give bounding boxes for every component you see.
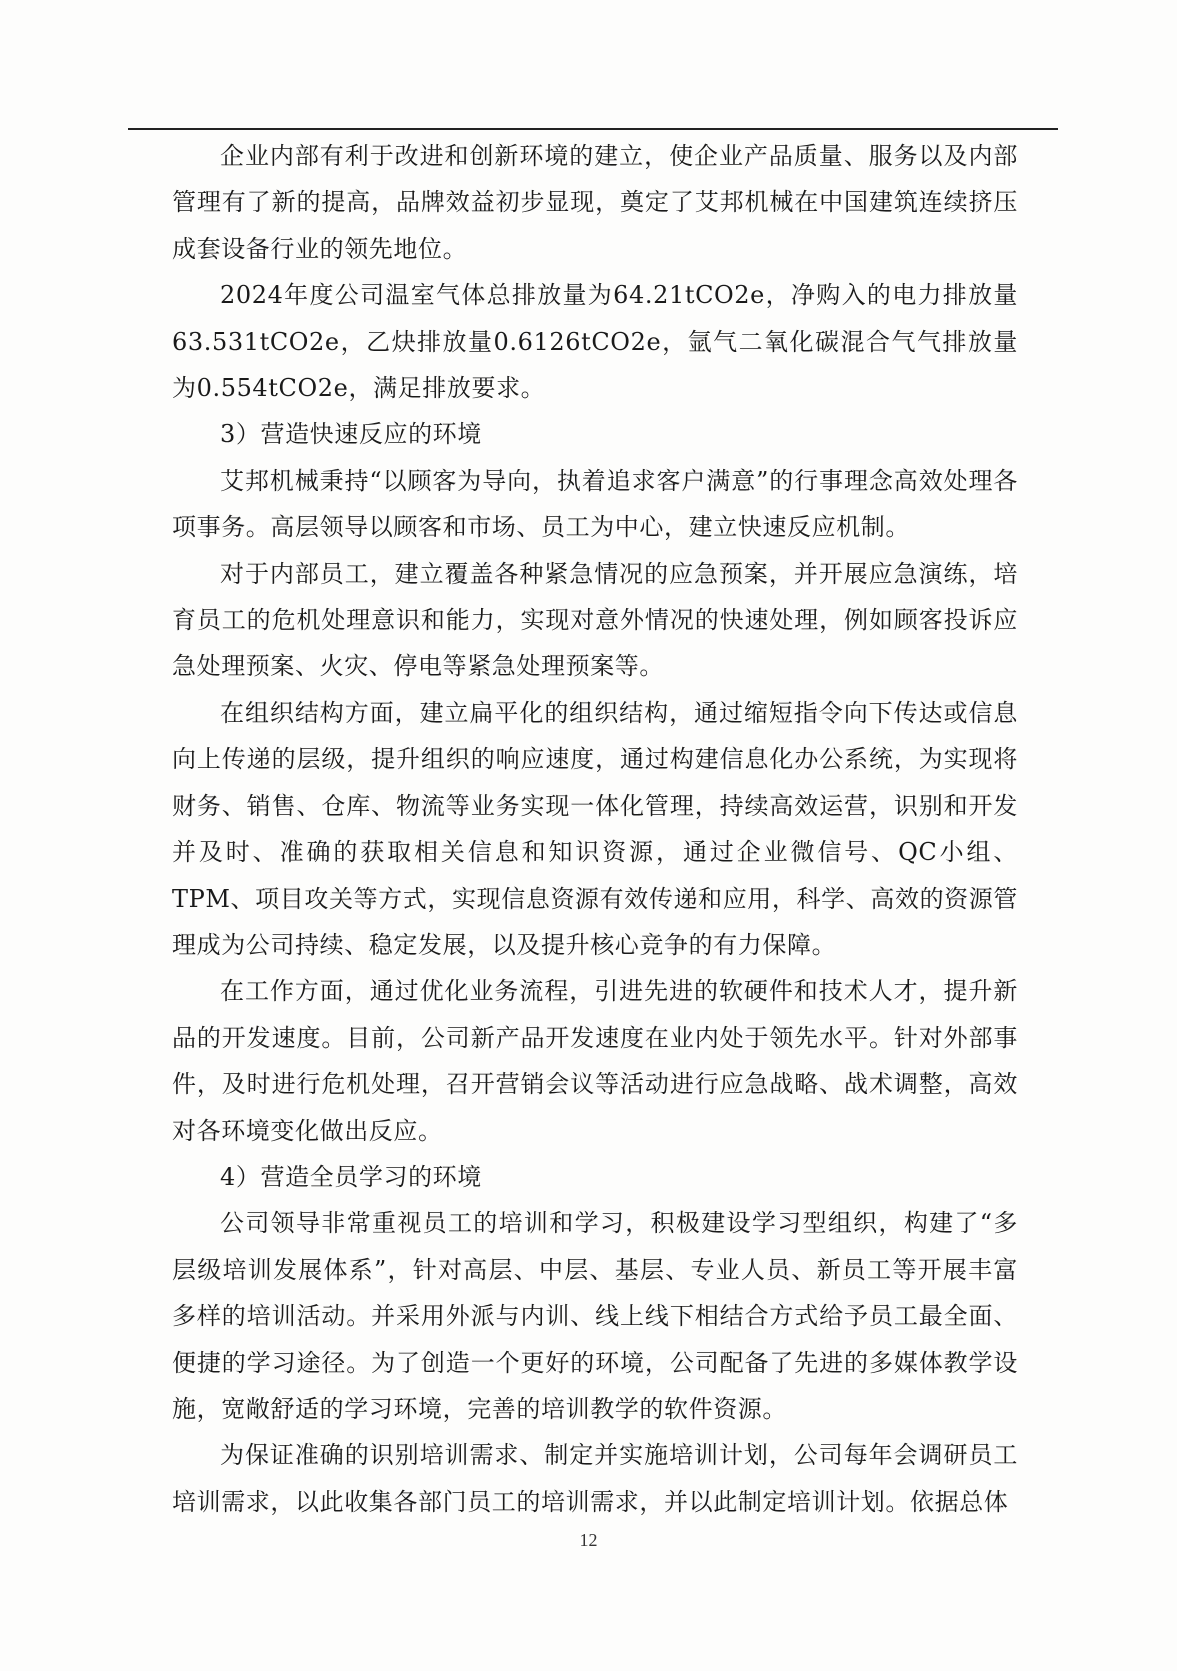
paragraph-work-process: 在工作方面，通过优化业务流程，引进先进的软硬件和技术人才，提升新品的开发速度。目前，公司新产品开发速度在业内处于领先水平。针对外部事件，及时进行危机处理，召开营销会议等活动进行应急战略、战术调整，高效对各环境变化做出反应。: [172, 977, 1018, 1145]
section-heading-rapid-response: 3）营造快速反应的环境: [220, 420, 482, 449]
paragraph-customer-orientation: 艾邦机械秉持“以顾客为导向，执着追求客户满意”的行事理念高效处理各项事务。高层领导以顾客和市场、员工为中心，建立快速反应机制。: [172, 466, 1018, 542]
document-body: [172, 133, 1018, 1525]
section-heading-learning: 4）营造全员学习的环境: [220, 1162, 482, 1191]
paragraph-innovation-environment: 企业内部有利于改进和创新环境的建立，使企业产品质量、服务以及内部管理有了新的提高，品牌效益初步显现，奠定了艾邦机械在中国建筑连续挤压成套设备行业的领先地位。: [172, 142, 1018, 263]
paragraph-training-needs: 为保证准确的识别培训需求、制定并实施培训计划，公司每年会调研员工培训需求，以此收集各部门员工的培训需求，并以此制定培训计划。依据总体: [172, 1441, 1018, 1516]
header-rule: [128, 128, 1058, 130]
paragraph-org-structure: 在组织结构方面，建立扁平化的组织结构，通过缩短指令向下传达或信息向上传递的层级，提升组织的响应速度，通过构建信息化办公系统，为实现将财务、销售、仓库、物流等业务实现一体化管理，持续高效运营，识别和开发并及时、准确的获取相关信息和知识资源，通过企业微信号、QC小组、TPM、项目攻关等方式，实现信息资源有效传递和应用，科学、高效的资源管理成为公司持续、稳定发展，以及提升核心竞争的有力保障。: [172, 698, 1018, 959]
paragraph-training-system: 公司领导非常重视员工的培训和学习，积极建设学习型组织，构建了“多层级培训发展体系”，针对高层、中层、基层、专业人员、新员工等开展丰富多样的培训活动。并采用外派与内训、线上线下相结合方式给予员工最全面、便捷的学习途径。为了创造一个更好的环境，公司配备了先进的多媒体教学设施，宽敞舒适的学习环境，完善的培训教学的软件资源。: [172, 1209, 1018, 1423]
paragraph-emergency-plans: 对于内部员工，建立覆盖各种紧急情况的应急预案，并开展应急演练，培育员工的危机处理意识和能力，实现对意外情况的快速处理，例如顾客投诉应急处理预案、火灾、停电等紧急处理预案等。: [172, 559, 1018, 681]
page-number: 12: [579, 1530, 598, 1550]
paragraph-emissions: 2024年度公司温室气体总排放量为64.21tCO2e，净购入的电力排放量63.531tCO2e，乙炔排放量0.6126tCO2e，氩气二氧化碳混合气气排放量为0.554tCO2e，满足排放要求。: [172, 281, 1018, 403]
